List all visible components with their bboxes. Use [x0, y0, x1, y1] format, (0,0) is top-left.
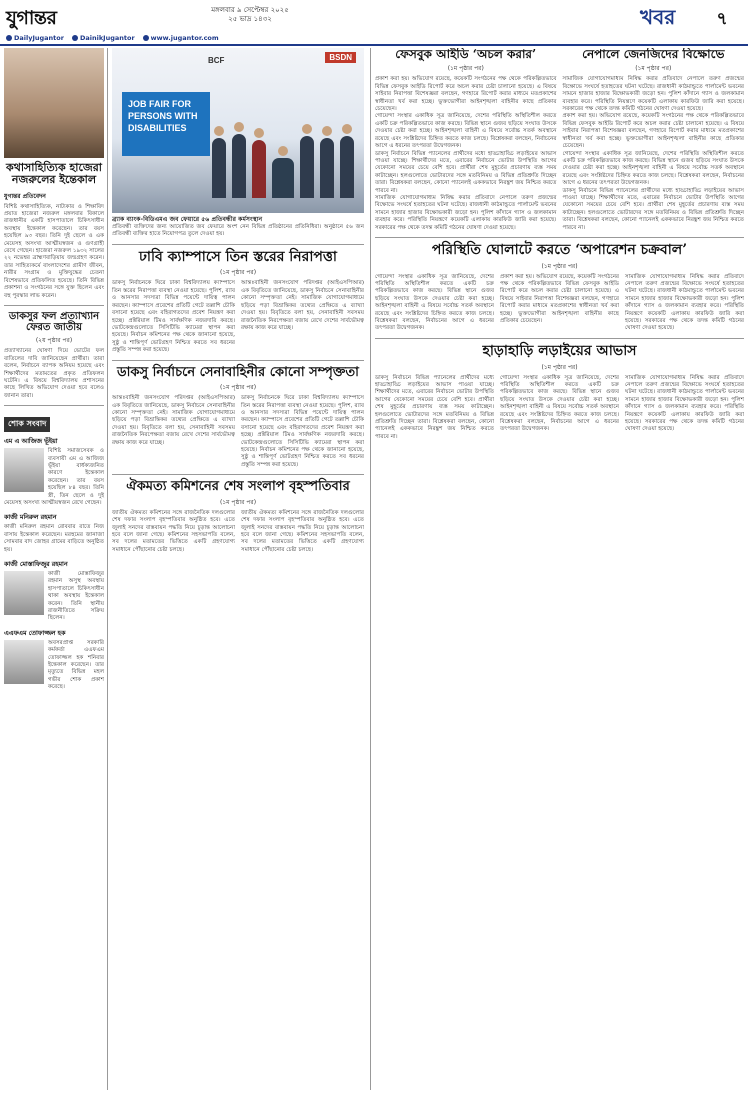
- section-divider: [375, 237, 744, 238]
- story-text: ডাকসু নির্বাচনে বিভিন্ন প্যানেলের প্রার্থীদের মধ্যে হাড্ডাহাড্ডি লড়াইয়ের আভাস পাওয়া যাচ্ছে। শিক্ষার্থীদের মতে, এবারের নির্বাচনে ভোটার উপস্থিতি আগের যেকোনো সময়ের চেয়ে বেশি হবে। প্রার্থীরা শেষ মুহূর্তের প্রচারণায় ব্যস্ত সময় কাটাচ্ছেন। হলগুলোতে ভোটারদের সঙ্গে মতবিনিময় ও বিভিন্ন প্রতিশ্রুতি দিচ্ছেন তারা। বিশ্লেষকরা বলছেন, কোনো প্যানেলই এককভাবে নিরঙ্কুশ জয় নিশ্চিত করতে পারবে না।: [562, 187, 744, 231]
- story-text: আন্তঃবাহিনী জনসংযোগ পরিদপ্তর (আইএসপিআর) এক বিবৃতিতে জানিয়েছে, ডাকসু নির্বাচনে সেনাবাহিনীর কোনো সম্পৃক্ততা নেই। সামাজিক যোগাযোগমাধ্যমে ছড়িয়ে পড়া বিভ্রান্তিকর তথ্যের প্রেক্ষিতে এ ব্যাখ্যা দেওয়া হয়। বিবৃতিতে বলা হয়, সেনাবাহিনী সবসময় রাজনৈতিক নিরপেক্ষতা বজায় রেখে দেশের সার্বভৌমত্ব রক্ষায় কাজ করে যাচ্ছে।: [112, 395, 235, 446]
- story-text: ডাকসু নির্বাচনে বিভিন্ন প্যানেলের প্রার্থীদের মধ্যে হাড্ডাহাড্ডি লড়াইয়ের আভাস পাওয়া যাচ্ছে। শিক্ষার্থীদের মতে, এবারের নির্বাচনে ভোটার উপস্থিতি আগের যেকোনো সময়ের চেয়ে বেশি হবে। প্রার্থীরা শেষ মুহূর্তের প্রচারণায় ব্যস্ত সময় কাটাচ্ছেন। হলগুলোতে ভোটারদের সঙ্গে মতবিনিময় ও বিভিন্ন প্রতিশ্রুতি দিচ্ছেন তারা। বিশ্লেষকরা বলছেন, কোনো প্যানেলই এককভাবে নিরঙ্কুশ জয় নিশ্চিত করতে পারবে না।: [375, 150, 557, 194]
- person: [212, 138, 226, 198]
- continued-note: (১ম পৃষ্ঠার পর): [219, 269, 257, 277]
- story-headline-campus-security[interactable]: ঢাবি ক্যাম্পাসে তিন স্তরের নিরাপত্তা: [138, 248, 337, 265]
- story-text: গোয়েন্দা সংস্থার একাধিক সূত্র জানিয়েছে, দেশের পরিস্থিতি অস্থিতিশীল করতে একটি চক্র পরিকল্পিতভাবে কাজ করছে। বিভিন্ন স্থানে গুজব ছড়িয়ে সংঘাত উসকে দেওয়ার চেষ্টা করা হচ্ছে। আইনশৃঙ্খলা বাহিনী এ বিষয়ে সর্বোচ্চ সতর্ক অবস্থানে রয়েছে এবং সংশ্লিষ্টদের চিহ্নিত করতে কাজ চলছে। বিশ্লেষকরা বলছেন, নির্বাচনের আগে এ ধরনের তৎপরতা উদ্বেগজনক।: [375, 273, 494, 332]
- obituary-text: বিশিষ্ট সমাজসেবক ও ব্যবসায়ী এম এ আজিজ ভূঁইয়া বার্ধক্যজনিত কারণে ইন্তেকাল করেছেন। তার বয়স হয়েছিল ৮৪ বছর। তিনি স্ত্রী, তিন ছেলে ও দুই মেয়েসহ অসংখ্য আত্মীয়স্বজন রেখে গেছেন।: [4, 448, 104, 506]
- photo-caption-body: প্রতিবন্ধী ব্যক্তিদের জন্য আয়োজিত জব ফেয়ারে অংশ নেন বিভিন্ন প্রতিষ্ঠানের প্রতিনিধিরা। অনুষ্ঠানে ৫৬ জন প্রতিবন্ধী ব্যক্তির হাতে নিয়োগপত্র তুলে দেওয়া হয়।: [112, 224, 364, 238]
- obituary-text: কাজী মোস্তাফিজুর রহমান অসুস্থ অবস্থায় হাসপাতালে চিকিৎসাধীন থাকা অবস্থায় ইন্তেকাল করেন। তিনি স্থানীয় রাজনীতিতে সক্রিয় ছিলেন।: [48, 571, 104, 622]
- section-divider: [112, 360, 364, 361]
- event-banner: [122, 92, 210, 156]
- obituary-name: এম এ আজিজ ভূঁইয়া: [4, 438, 58, 446]
- person: [320, 138, 334, 198]
- obituary-photo: [4, 640, 44, 684]
- obituary-item: [4, 436, 104, 507]
- continued-note: (১ম পৃষ্ঠার পর): [219, 384, 257, 392]
- story-text: গোয়েন্দা সংস্থার একাধিক সূত্র জানিয়েছে, দেশের পরিস্থিতি অস্থিতিশীল করতে একটি চক্র পরিকল্পিতভাবে কাজ করছে। বিভিন্ন স্থানে গুজব ছড়িয়ে সংঘাত উসকে দেওয়ার চেষ্টা করা হচ্ছে। আইনশৃঙ্খলা বাহিনী এ বিষয়ে সর্বোচ্চ সতর্ক অবস্থানে রয়েছে এবং সংশ্লিষ্টদের চিহ্নিত করতে কাজ চলছে। বিশ্লেষকরা বলছেন, নির্বাচনের আগে এ ধরনের তৎপরতা উদ্বেগজনক।: [562, 150, 744, 187]
- continued-note: (১ম পৃষ্ঠার পর): [635, 65, 672, 73]
- story-text: গোয়েন্দা সংস্থার একাধিক সূত্র জানিয়েছে, দেশের পরিস্থিতি অস্থিতিশীল করতে একটি চক্র পরিকল্পিতভাবে কাজ করছে। বিভিন্ন স্থানে গুজব ছড়িয়ে সংঘাত উসকে দেওয়ার চেষ্টা করা হচ্ছে। আইনশৃঙ্খলা বাহিনী এ বিষয়ে সর্বোচ্চ সতর্ক অবস্থানে রয়েছে এবং সংশ্লিষ্টদের চিহ্নিত করতে কাজ চলছে। বিশ্লেষকরা বলছেন, নির্বাচনের আগে এ ধরনের তৎপরতা উদ্বেগজনক।: [375, 113, 557, 150]
- second-body: প্রত্যাখ্যানের ঘোষণা দিয়ে ভোটের ফল বাতিলের দাবি জানিয়েছেন প্রার্থীরা। তারা বলেন, নির্বাচনে ব্যাপক অনিয়ম হয়েছে এবং শিক্ষার্থীদের মতামতের প্রকৃত প্রতিফলন ঘটেনি। এ বিষয়ে বিশ্ববিদ্যালয় প্রশাসনের কাছে লিখিত অভিযোগ দেওয়া হবে বলেও জানান তারা।: [4, 348, 104, 399]
- twitter-icon: [72, 35, 78, 41]
- story-nepal: [563, 48, 745, 232]
- story-facebook: [375, 48, 557, 232]
- section-divider: [112, 474, 364, 475]
- story-body-operation: [375, 274, 744, 333]
- author-portrait: [4, 48, 104, 158]
- facebook-link[interactable]: DailyJugantor: [6, 33, 64, 43]
- social-links: [6, 33, 219, 43]
- page-number: ৭: [716, 9, 728, 29]
- section-divider: [375, 338, 744, 339]
- person-head: [302, 124, 312, 134]
- story-text: সামাজিক যোগাযোগমাধ্যম নিষিদ্ধ করার প্রতিবাদে নেপালে তরুণ প্রজন্মের বিক্ষোভে সংঘর্ষে হতাহতের ঘটনা ঘটেছে। রাজধানী কাঠমান্ডুতে পার্লামেন্ট ভবনের সামনে হাজার হাজার বিক্ষোভকারী জড়ো হন। পুলিশ কাঁদানে গ্যাস ও জলকামান ব্যবহার করে। পরিস্থিতি নিয়ন্ত্রণে কয়েকটি এলাকায় কারফিউ জারি করা হয়েছে। সরকারের পক্ষ থেকে তদন্ত কমিটি গঠনের ঘোষণা দেওয়া হয়েছে।: [625, 273, 744, 332]
- facebook-icon: [6, 35, 12, 41]
- masthead-rule: [0, 44, 748, 46]
- date-gregorian: মঙ্গলবার ৯ সেপ্টেম্বর ২০২৫: [211, 6, 289, 14]
- story-text: জাতীয় ঐকমত্য কমিশনের সঙ্গে রাজনৈতিক দলগুলোর শেষ দফার সংলাপ বৃহস্পতিবার অনুষ্ঠিত হবে। এতে জুলাই সনদের বাস্তবায়ন পদ্ধতি নিয়ে চূড়ান্ত আলোচনা হবে বলে জানা গেছে। কমিশনের সহসভাপতি বলেন, সব দলের মতামতের ভিত্তিতে একটি গ্রহণযোগ্য সমাধানে পৌঁছানোর চেষ্টা চলছে।: [241, 509, 364, 553]
- date-bengali: ২৫ ভাদ্র ১৪৩২: [228, 15, 272, 23]
- story-text: সামাজিক যোগাযোগমাধ্যম নিষিদ্ধ করার প্রতিবাদে নেপালে তরুণ প্রজন্মের বিক্ষোভে সংঘর্ষে হতাহতের ঘটনা ঘটেছে। রাজধানী কাঠমান্ডুতে পার্লামেন্ট ভবনের সামনে হাজার হাজার বিক্ষোভকারী জড়ো হন। পুলিশ কাঁদানে গ্যাস ও জলকামান ব্যবহার করে। পরিস্থিতি নিয়ন্ত্রণে কয়েকটি এলাকায় কারফিউ জারি করা হয়েছে। সরকারের পক্ষ থেকে তদন্ত কমিটি গঠনের ঘোষণা দেওয়া হয়েছে।: [375, 194, 557, 231]
- continued-note: (২য় পৃষ্ঠার পর): [35, 337, 73, 345]
- story-headline-contest[interactable]: হাড়াহাড়ি লড়াইয়ের আভাস: [482, 342, 637, 359]
- obituary-item: [4, 628, 104, 692]
- section-divider: [4, 405, 104, 406]
- continued-note: (১ম পৃষ্ঠার পর): [541, 262, 578, 270]
- person-head: [234, 122, 244, 132]
- job-fair-photo: [112, 48, 364, 213]
- event-banner-text: JOB FAIR FOR PERSONS WITH DISABILITIES: [128, 99, 198, 133]
- lead-headline[interactable]: কথাসাহিত্যিক হাজেরা নজরুলের ইন্তেকাল: [6, 161, 102, 187]
- person: [300, 136, 314, 198]
- masthead: [0, 0, 748, 44]
- obituary-item: [4, 559, 104, 623]
- obituary-photo: [4, 448, 44, 492]
- story-headline-operation[interactable]: পরিস্থিতি ঘোলাটে করতে ‘অপারেশন চক্রবাল’: [431, 241, 688, 258]
- obituary-item: [4, 512, 104, 554]
- story-text: প্রকাশ করা হয়। অভিযোগ রয়েছে, কয়েকটি সংগঠনের পক্ষ থেকে পরিকল্পিতভাবে বিভিন্ন ফেসবুক আইডি রিপোর্ট করে অচল করার চেষ্টা চালানো হয়েছে। এ বিষয়ে সাইবার নিরাপত্তা বিশেষজ্ঞরা বলছেন, গণহারে রিপোর্ট করার মাধ্যমে মতপ্রকাশের স্বাধীনতা খর্ব করা হচ্ছে। ভুক্তভোগীরা আইনশৃঙ্খলা বাহিনীর কাছে প্রতিকার চেয়েছেন।: [500, 273, 619, 325]
- photo-caption-block: [112, 216, 364, 239]
- continued-note: (১ম পৃষ্ঠার পর): [447, 65, 484, 73]
- person: [232, 134, 246, 198]
- obituary-photo: [4, 571, 44, 615]
- story-text: ডাকসু নির্বাচনে বিভিন্ন প্যানেলের প্রার্থীদের মধ্যে হাড্ডাহাড্ডি লড়াইয়ের আভাস পাওয়া যাচ্ছে। শিক্ষার্থীদের মতে, এবারের নির্বাচনে ভোটার উপস্থিতি আগের যেকোনো সময়ের চেয়ে বেশি হবে। প্রার্থীরা শেষ মুহূর্তের প্রচারণায় ব্যস্ত সময় কাটাচ্ছেন। হলগুলোতে ভোটারদের সঙ্গে মতবিনিময় ও বিভিন্ন প্রতিশ্রুতি দিচ্ছেন তারা। বিশ্লেষকরা বলছেন, কোনো প্যানেলই এককভাবে নিরঙ্কুশ জয় নিশ্চিত করতে পারবে না।: [375, 374, 494, 440]
- story-text: প্রকাশ করা হয়। অভিযোগ রয়েছে, কয়েকটি সংগঠনের পক্ষ থেকে পরিকল্পিতভাবে বিভিন্ন ফেসবুক আইডি রিপোর্ট করে অচল করার চেষ্টা চালানো হয়েছে। এ বিষয়ে সাইবার নিরাপত্তা বিশেষজ্ঞরা বলছেন, গণহারে রিপোর্ট করার মাধ্যমে মতপ্রকাশের স্বাধীনতা খর্ব করা হচ্ছে। ভুক্তভোগীরা আইনশৃঙ্খলা বাহিনীর কাছে প্রতিকার চেয়েছেন।: [562, 113, 744, 150]
- story-text: প্রকাশ করা হয়। অভিযোগ রয়েছে, কয়েকটি সংগঠনের পক্ষ থেকে পরিকল্পিতভাবে বিভিন্ন ফেসবুক আইডি রিপোর্ট করে অচল করার চেষ্টা চালানো হয়েছে। এ বিষয়ে সাইবার নিরাপত্তা বিশেষজ্ঞরা বলছেন, গণহারে রিপোর্ট করার মাধ্যমে মতপ্রকাশের স্বাধীনতা খর্ব করা হচ্ছে। ভুক্তভোগীরা আইনশৃঙ্খলা বাহিনীর কাছে প্রতিকার চেয়েছেন।: [375, 76, 557, 113]
- middle-column: [112, 48, 364, 1090]
- website-link[interactable]: www.jugantor.com: [143, 33, 219, 43]
- obituary-text: কাজী মনিরুল রহমান রোববার রাতে নিজ বাসায় ইন্তেকাল করেছেন। মরহুমের জানাজা সোমবার বাদ জোহর গ্রামের বাড়িতে অনুষ্ঠিত হয়।: [4, 524, 104, 553]
- person-head: [278, 146, 288, 156]
- bsdn-logo: BSDN: [325, 52, 356, 63]
- story-body-army: [112, 395, 364, 469]
- section-label: খবর: [640, 5, 676, 29]
- story-text: আন্তঃবাহিনী জনসংযোগ পরিদপ্তর (আইএসপিআর) এক বিবৃতিতে জানিয়েছে, ডাকসু নির্বাচনে সেনাবাহিনীর কোনো সম্পৃক্ততা নেই। সামাজিক যোগাযোগমাধ্যমে ছড়িয়ে পড়া বিভ্রান্তিকর তথ্যের প্রেক্ষিতে এ ব্যাখ্যা দেওয়া হয়। বিবৃতিতে বলা হয়, সেনাবাহিনী সবসময় রাজনৈতিক নিরপেক্ষতা বজায় রেখে দেশের সার্বভৌমত্ব রক্ষায় কাজ করে যাচ্ছে।: [241, 280, 364, 331]
- story-headline-facebook[interactable]: ফেসবুক আইডি ‘অচল করার’: [395, 48, 537, 61]
- lead-byline: যুগান্তর প্রতিবেদন: [4, 192, 46, 200]
- continued-note: (১ম পৃষ্ঠার পর): [541, 363, 578, 371]
- section-divider: [112, 244, 364, 245]
- bcf-logo: BCF: [208, 56, 225, 65]
- story-headline-nepal[interactable]: নেপালে জেনজিদের বিক্ষোভে: [582, 48, 725, 61]
- story-text: ডাকসু নির্বাচনকে ঘিরে ঢাকা বিশ্ববিদ্যালয় ক্যাম্পাসে তিন স্তরের নিরাপত্তা ব্যবস্থা নেওয়া হয়েছে। পুলিশ, র‌্যাব ও আনসার সদস্যরা বিভিন্ন পয়েন্টে দায়িত্ব পালন করছেন। ক্যাম্পাসে প্রবেশের প্রতিটি গেটে তল্লাশি চৌকি বসানো হয়েছে এবং বহিরাগতদের প্রবেশ নিয়ন্ত্রণ করা হচ্ছে। প্রক্টরিয়াল টিমও সার্বক্ষণিক নজরদারি করছে। ভোটকেন্দ্রগুলোতে সিসিটিভি ক্যামেরা স্থাপন করা হয়েছে। নির্বাচন কমিশনের পক্ষ থেকে জানানো হয়েছে, সুষ্ঠু ও শান্তিপূর্ণ ভোটগ্রহণ নিশ্চিত করতে সব ধরনের প্রস্তুতি সম্পন্ন করা হয়েছে।: [241, 395, 364, 468]
- person: [252, 140, 266, 198]
- lead-body: বিশিষ্ট কথাসাহিত্যিক, নাট্যকার ও শিক্ষাবিদ প্রয়াত হাজেরা নজরুল মঙ্গলবার বিকালে রাজধানীর একটি হাসপাতালে চিকিৎসাধীন অবস্থায় ইন্তেকাল করেছেন। তার বয়স হয়েছিল ৯৩ বছর। তিনি দুই ছেলে ও এক মেয়েসহ অসংখ্য আত্মীয়স্বজন ও গুণগ্রাহী রেখে গেছেন। হাজেরা নজরুল ১৯৩২ সালের ২২ নভেম্বর ব্রাহ্মণবাড়িয়ায় জন্মগ্রহণ করেন। তার সাহিত্যকর্মে বাংলাদেশের গ্রামীণ জীবন, নারীর সংগ্রাম ও মুক্তিযুদ্ধের চেতনা বিশেষভাবে প্রতিফলিত হয়েছে। তিনি বিভিন্ন প্রকাশনা ও সংগঠনের সঙ্গে যুক্ত ছিলেন এবং বহু পুরস্কার লাভ করেন।: [4, 203, 104, 299]
- continued-note: (১ম পৃষ্ঠার পর): [219, 498, 257, 506]
- left-column: [4, 48, 108, 1090]
- story-body-campus-security: [112, 280, 364, 354]
- obituary-name: এএফএম তোফাজ্জল হক: [4, 629, 66, 637]
- story-body-contest: [375, 375, 744, 442]
- twitter-link[interactable]: DainikJugantor: [72, 33, 135, 43]
- obituary-text: অবসরপ্রাপ্ত সরকারি কর্মকর্তা এএফএম তোফাজ্জল হক শনিবার ইন্তেকাল করেছেন। তার মৃত্যুতে বিভিন্ন মহল গভীর শোক প্রকাশ করেছে।: [48, 639, 104, 691]
- obituary-name: কাজী মোস্তাফিজুর রহমান: [4, 561, 68, 568]
- person-head: [254, 128, 264, 138]
- photo-caption-title: ব্র্যাক ব্যাংক-বিডিএমএ জব ফেয়ারে ৫৬ প্রতিবন্ধীর কর্মসংস্থান: [112, 216, 263, 223]
- newspaper-logo: যুগান্তর: [6, 7, 57, 29]
- story-text: জাতীয় ঐকমত্য কমিশনের সঙ্গে রাজনৈতিক দলগুলোর শেষ দফার সংলাপ বৃহস্পতিবার অনুষ্ঠিত হবে। এতে জুলাই সনদের বাস্তবায়ন পদ্ধতি নিয়ে চূড়ান্ত আলোচনা হবে বলে জানা গেছে। কমিশনের সহসভাপতি বলেন, সব দলের মতামতের ভিত্তিতে একটি গ্রহণযোগ্য সমাধানে পৌঁছানোর চেষ্টা চলছে।: [112, 509, 235, 553]
- obituary-name: কাজী মনিরুল রহমান: [4, 514, 57, 522]
- person-head: [214, 126, 224, 136]
- obituary-list: [4, 436, 104, 692]
- obituary-header: শোক সংবাদ: [4, 417, 50, 432]
- date-line: [170, 6, 330, 24]
- story-text: সামাজিক যোগাযোগমাধ্যম নিষিদ্ধ করার প্রতিবাদে নেপালে তরুণ প্রজন্মের বিক্ষোভে সংঘর্ষে হতাহতের ঘটনা ঘটেছে। রাজধানী কাঠমান্ডুতে পার্লামেন্ট ভবনের সামনে হাজার হাজার বিক্ষোভকারী জড়ো হন। পুলিশ কাঁদানে গ্যাস ও জলকামান ব্যবহার করে। পরিস্থিতি নিয়ন্ত্রণে কয়েকটি এলাকায় কারফিউ জারি করা হয়েছে। সরকারের পক্ষ থেকে তদন্ত কমিটি গঠনের ঘোষণা দেওয়া হয়েছে।: [625, 374, 744, 433]
- story-text: গোয়েন্দা সংস্থার একাধিক সূত্র জানিয়েছে, দেশের পরিস্থিতি অস্থিতিশীল করতে একটি চক্র পরিকল্পিতভাবে কাজ করছে। বিভিন্ন স্থানে গুজব ছড়িয়ে সংঘাত উসকে দেওয়ার চেষ্টা করা হচ্ছে। আইনশৃঙ্খলা বাহিনী এ বিষয়ে সর্বোচ্চ সতর্ক অবস্থানে রয়েছে এবং সংশ্লিষ্টদের চিহ্নিত করতে কাজ চলছে। বিশ্লেষকরা বলছেন, নির্বাচনের আগে এ ধরনের তৎপরতা উদ্বেগজনক।: [500, 374, 619, 433]
- top-stories-row: [375, 48, 744, 232]
- section-divider: [4, 305, 104, 306]
- story-text: ডাকসু নির্বাচনকে ঘিরে ঢাকা বিশ্ববিদ্যালয় ক্যাম্পাসে তিন স্তরের নিরাপত্তা ব্যবস্থা নেওয়া হয়েছে। পুলিশ, র‌্যাব ও আনসার সদস্যরা বিভিন্ন পয়েন্টে দায়িত্ব পালন করছেন। ক্যাম্পাসে প্রবেশের প্রতিটি গেটে তল্লাশি চৌকি বসানো হয়েছে এবং বহিরাগতদের প্রবেশ নিয়ন্ত্রণ করা হচ্ছে। প্রক্টরিয়াল টিমও সার্বক্ষণিক নজরদারি করছে। ভোটকেন্দ্রগুলোতে সিসিটিভি ক্যামেরা স্থাপন করা হয়েছে। নির্বাচন কমিশনের পক্ষ থেকে জানানো হয়েছে, সুষ্ঠু ও শান্তিপূর্ণ ভোটগ্রহণ নিশ্চিত করতে সব ধরনের প্রস্তুতি সম্পন্ন করা হয়েছে।: [112, 280, 235, 354]
- wheelchair-user: [272, 158, 294, 198]
- person: [340, 136, 354, 198]
- person-head: [322, 126, 332, 136]
- people-group: [212, 108, 362, 198]
- story-text: সামাজিক যোগাযোগমাধ্যম নিষিদ্ধ করার প্রতিবাদে নেপালে তরুণ প্রজন্মের বিক্ষোভে সংঘর্ষে হতাহতের ঘটনা ঘটেছে। রাজধানী কাঠমান্ডুতে পার্লামেন্ট ভবনের সামনে হাজার হাজার বিক্ষোভকারী জড়ো হন। পুলিশ কাঁদানে গ্যাস ও জলকামান ব্যবহার করে। পরিস্থিতি নিয়ন্ত্রণে কয়েকটি এলাকায় কারফিউ জারি করা হয়েছে। সরকারের পক্ষ থেকে তদন্ত কমিটি গঠনের ঘোষণা দেওয়া হয়েছে।: [562, 76, 744, 113]
- right-column: [370, 48, 744, 1090]
- story-headline-consensus[interactable]: ঐকমত্য কমিশনের শেষ সংলাপ বৃহস্পতিবার: [126, 479, 350, 495]
- second-headline[interactable]: ডাকসুর ফল প্রত্যাখ্যান ফেরত জাতীয়: [8, 310, 100, 334]
- story-headline-army[interactable]: ডাকসু নির্বাচনে সেনাবাহিনীর কোনো সম্পৃক্ততা: [117, 364, 359, 380]
- globe-icon: [143, 35, 149, 41]
- person-head: [342, 124, 352, 134]
- story-body-consensus: [112, 510, 364, 554]
